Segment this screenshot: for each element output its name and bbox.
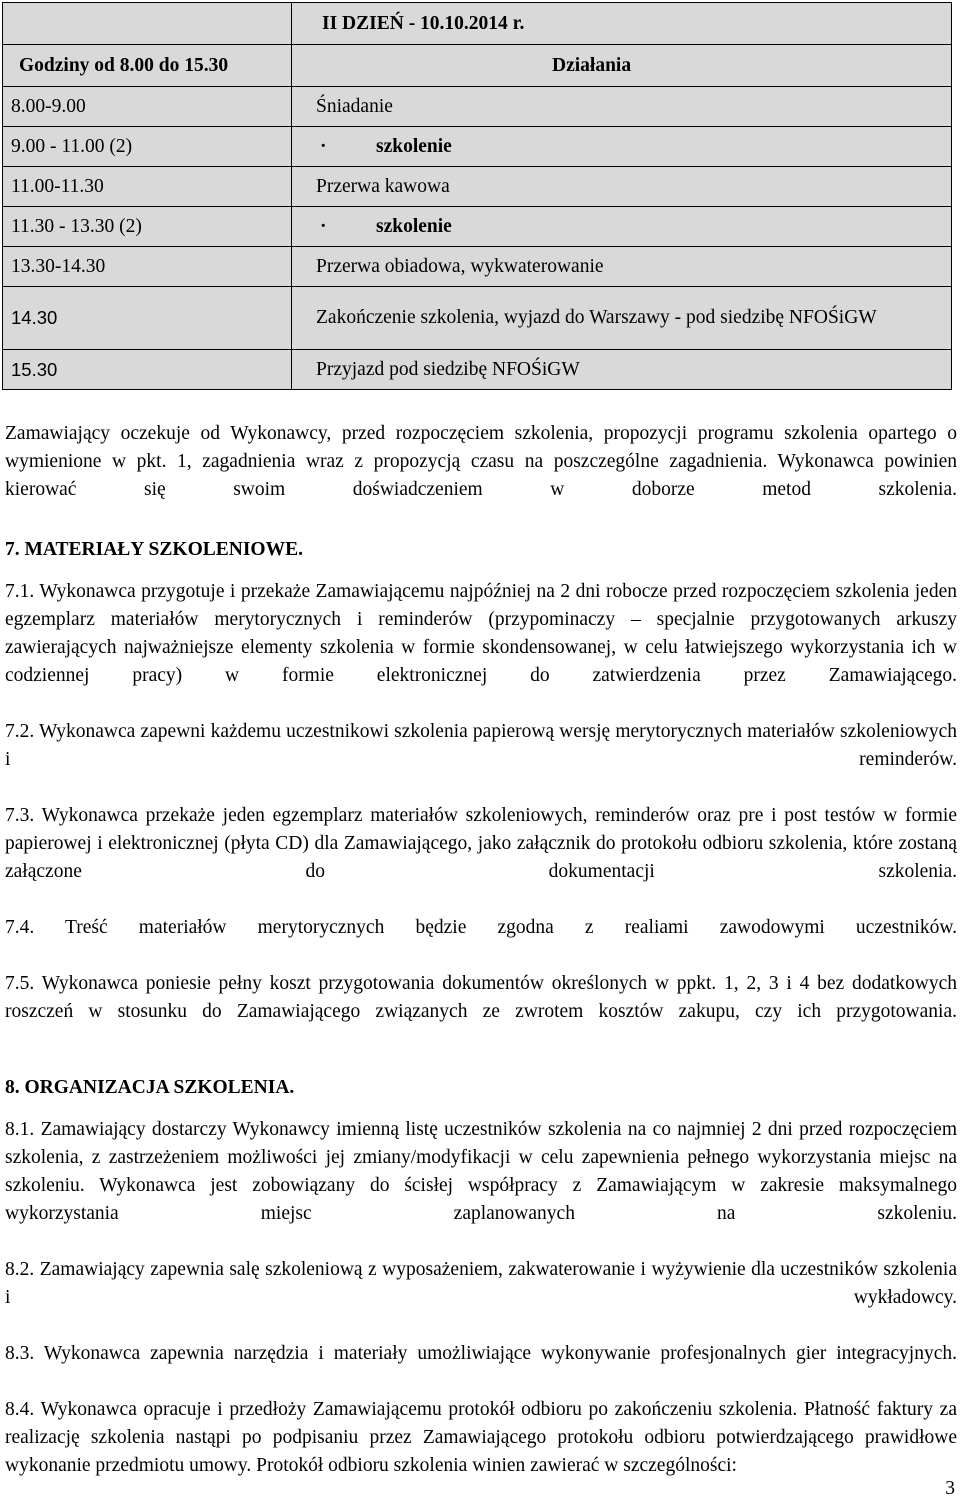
schedule-table <box>2 2 952 390</box>
row-action: Przyjazd pod siedzibę NFOŚiGW <box>292 350 952 390</box>
schedule-row <box>3 167 952 207</box>
document-body <box>5 420 957 1480</box>
row-action: Przerwa kawowa <box>292 167 952 207</box>
page-number: 3 <box>945 1478 955 1499</box>
schedule-row <box>3 350 952 390</box>
section-8-item <box>5 1340 957 1396</box>
item-text: Wykonawca poniesie pełny koszt przygotowania dokumentów określonych w ppkt. 1, 2, 3 i 4 bez dodatkowych roszczeń w stosunku do Zamawiającego związanych ze zwrotem kosztów zakupu, czy ich przygotowania. <box>5 973 958 1022</box>
item-text: Zamawiający dostarczy Wykonawcy imienną listę uczestników szkolenia na co najmniej 2 dni przed rozpoczęciem szkolenia, z zastrzeżeniem możliwości jej zmiany/modyfikacji w celu zapewnienia pełnego wykorzystania miejsc na szkoleniu. Wykonawca jest zobowiązany do ścisłej współpracy z Zamawiającym w zakresie maksymalnego wykorzystania miejsc zaplanowanych na szkoleniu. <box>5 1119 957 1224</box>
actions-header: Działania <box>292 45 952 87</box>
item-number: 7.2. <box>5 721 35 742</box>
item-number: 8.4. <box>5 1399 35 1420</box>
row-action-text: Zakończenie szkolenia, wyjazd do Warszawy - pod siedzibę NFOŚiGW <box>316 307 877 328</box>
schedule-row <box>3 207 952 247</box>
section-7-item <box>5 718 957 802</box>
row-action-cell <box>292 127 952 167</box>
row-action: Śniadanie <box>292 87 952 127</box>
schedule-row <box>3 87 952 127</box>
item-text: Wykonawca przygotuje i przekaże Zamawiającemu najpóźniej na 2 dni robocze przed rozpoczęciem szkolenia jeden egzemplarz materiałów merytorycznych i reminderów (przypominaczy – specjalnie przygotowanych arkuszy zawierających najważniejsze elementy szkolenia w formie skondensowanej, w celu łatwiejszego wykorzystania ich w codziennej pracy) w formie elektronicznej do zatwierdzenia przez Zamawiającego. <box>5 581 957 686</box>
item-number: 7.1. <box>5 581 35 602</box>
section-7-item <box>5 578 957 718</box>
item-number: 7.3. <box>5 805 35 826</box>
schedule-row <box>3 287 952 350</box>
schedule-row <box>3 127 952 167</box>
item-text: Wykonawca zapewni każdemu uczestnikowi szkolenia papierową wersję merytorycznych materiałów szkoleniowych i reminderów. <box>5 721 957 770</box>
bullet-icon <box>316 215 376 239</box>
item-number: 7.5. <box>5 973 35 994</box>
row-action-cell <box>292 207 952 247</box>
section-7-item <box>5 970 957 1054</box>
row-action: szkolenie <box>376 215 452 237</box>
schedule-title-empty-cell <box>3 3 292 45</box>
row-action: Przerwa obiadowa, wykwaterowanie <box>292 247 952 287</box>
item-text: Wykonawca zapewnia narzędzia i materiały umożliwiające wykonywanie profesjonalnych gier integracyjnych. <box>43 1343 957 1364</box>
section-7-item <box>5 802 957 914</box>
item-text: Treść materiałów merytorycznych będzie zgodna z realiami zawodowymi uczestników. <box>65 917 958 938</box>
row-time: 15.30 <box>3 350 292 390</box>
row-time: 11.30 - 13.30 (2) <box>3 207 292 247</box>
section-8-heading: 8. ORGANIZACJA SZKOLENIA. <box>5 1077 295 1098</box>
item-text: Wykonawca przekaże jeden egzemplarz materiałów szkoleniowych, reminderów oraz pre i post testów w formie papierowej i elektronicznej (płyta CD) dla Zamawiającego, jako załącznik do protokołu odbioru szkolenia, które zostaną załączone do dokumentacji szkolenia. <box>5 805 957 882</box>
item-number: 8.3. <box>5 1343 35 1364</box>
item-number: 8.1. <box>5 1119 35 1140</box>
schedule-title: II DZIEŃ - 10.10.2014 r. <box>292 3 952 45</box>
section-8-item <box>5 1116 957 1256</box>
row-action <box>292 287 952 350</box>
bullet-icon <box>316 135 376 159</box>
item-number: 7.4. <box>5 917 35 938</box>
section-7-heading: 7. MATERIAŁY SZKOLENIOWE. <box>5 539 303 560</box>
section-8-item <box>5 1256 957 1340</box>
item-number: 8.2. <box>5 1259 35 1280</box>
row-time: 11.00-11.30 <box>3 167 292 207</box>
item-text: Zamawiający zapewnia salę szkoleniową z wyposażeniem, zakwaterowanie i wyżywienie dla uczestników szkolenia i wykładowcy. <box>5 1259 958 1308</box>
row-action: szkolenie <box>376 135 452 157</box>
schedule-row <box>3 247 952 287</box>
row-time: 8.00-9.00 <box>3 87 292 127</box>
item-text: Wykonawca opracuje i przedłoży Zamawiającemu protokół odbioru po zakończeniu szkolenia. Płatność faktury za realizację szkolenia nastąpi po podpisaniu przez Zamawiającego protokołu odbioru potwierdzającego prawidłowe wykonanie przedmiotu umowy. Protokół odbioru szkolenia winien zawierać w szczególności: <box>5 1399 957 1476</box>
hours-header: Godziny od 8.00 do 15.30 <box>3 45 292 87</box>
row-time: 9.00 - 11.00 (2) <box>3 127 292 167</box>
row-time: 14.30 <box>3 287 292 350</box>
section-7-item <box>5 914 957 970</box>
row-time: 13.30-14.30 <box>3 247 292 287</box>
section-8-item <box>5 1396 957 1480</box>
intro-paragraph: Zamawiający oczekuje od Wykonawcy, przed rozpoczęciem szkolenia, propozycji programu szkolenia opartego o wymienione w pkt. 1, zagadnienia wraz z propozycją czasu na poszczególne zagadnienia. Wykonawca powinien kierować się swoim doświadczeniem w doborze metod szkolenia. <box>5 423 957 500</box>
schedule-title-row <box>3 3 952 45</box>
schedule-header-row <box>3 45 952 87</box>
